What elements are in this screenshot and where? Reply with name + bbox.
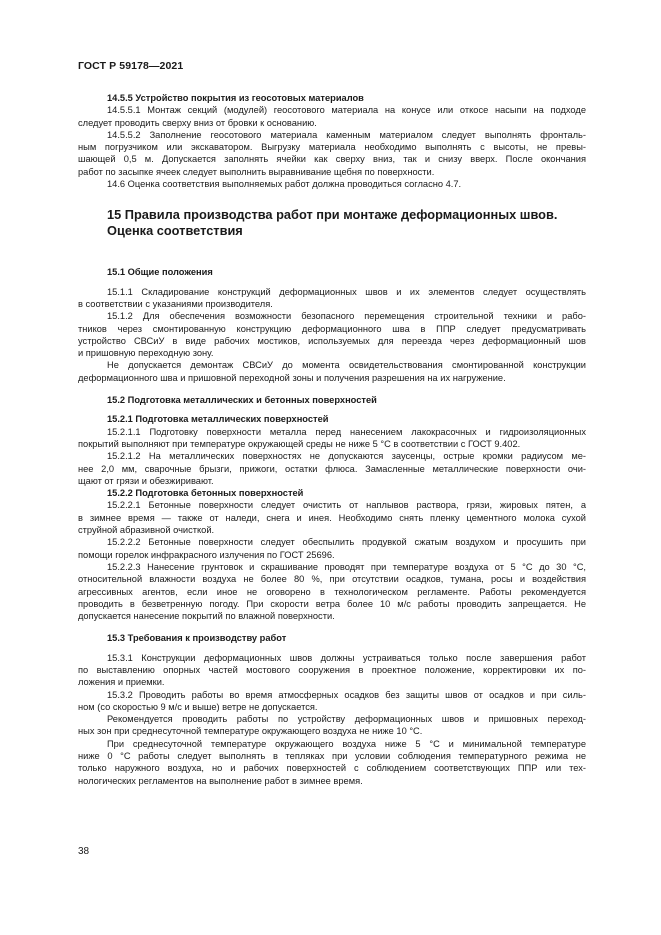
paragraph-line: 15.3.2 Проводить работы во время атмосферных осадков без защиты швов от осадков и при силь- bbox=[107, 689, 586, 700]
page-number: 38 bbox=[78, 846, 90, 857]
paragraph-line: нее 2,0 мм, сварочные брызги, прижоги, остатки флюса. Замасленные металлические поверхности очи- bbox=[78, 463, 586, 474]
paragraph bbox=[78, 713, 586, 738]
paragraph-line: ных зон при среднесуточной температуре окружающего воздуха не ниже 10 °С. bbox=[78, 726, 423, 737]
spacer bbox=[78, 239, 586, 256]
paragraph bbox=[78, 286, 586, 311]
paragraph-line: 15.2.2.1 Бетонные поверхности следует очистить от наплывов раствора, грязи, жировых пятен, а bbox=[107, 500, 586, 511]
paragraph-line: проводить в безветренную погоду. При скорости ветра более 10 м/с работы проводить запрещается. Не bbox=[78, 598, 586, 609]
paragraph bbox=[78, 129, 586, 178]
paragraph bbox=[78, 652, 586, 689]
subsection-heading: 15.2 Подготовка металлических и бетонных поверхностей bbox=[107, 395, 377, 406]
paragraph-line: и пришовную переходную зону. bbox=[78, 348, 214, 359]
paragraph-line: допускается нанесение покрытий по влажной поверхности. bbox=[78, 611, 335, 622]
paragraph-line: ниже 0 °С работы следует выполнять в тепляках при условии соблюдения температурного режима не bbox=[78, 751, 586, 762]
spacer bbox=[78, 279, 586, 286]
document-code-header: ГОСТ Р 59178—2021 bbox=[78, 60, 184, 72]
paragraph-line: ным погрузчиком или экскаватором. Выгрузку материала необходимо выполнять с высоты, не превы- bbox=[78, 142, 586, 153]
paragraph bbox=[78, 359, 586, 384]
paragraph-line: 15.2.2.2 Бетонные поверхности следует обеспылить продувкой сжатым воздухом и просушить при bbox=[107, 537, 586, 548]
document-body bbox=[78, 92, 586, 787]
section-heading-line: 15 Правила производства работ при монтаже деформационных швов. bbox=[107, 207, 558, 223]
paragraph-line: агрессивных агентов, если иное не оговорено в технологическом регламенте. Работы рекомендуется bbox=[78, 586, 586, 597]
paragraph-line: тников через смонтированную конструкцию деформационного шва в ППР следует предусматривать bbox=[78, 323, 586, 334]
paragraph-line: покрытий выполняют при температуре окружающей среды не ниже 5 °С в соответствии с ГОСТ 9.402. bbox=[78, 438, 521, 449]
spacer bbox=[78, 645, 586, 652]
paragraph-line: 14.6 Оценка соответствия выполняемых работ должна проводиться согласно 4.7. bbox=[107, 179, 462, 190]
spacer bbox=[78, 384, 586, 394]
paragraph-line: в соответствии с указаниями производителя. bbox=[78, 298, 273, 309]
spacer bbox=[78, 622, 586, 632]
paragraph bbox=[78, 450, 586, 487]
paragraph-line: Не допускается демонтаж СВСиУ до момента освидетельствования смонтированной конструкции bbox=[107, 360, 586, 371]
paragraph-line: по выставлению опорных частей мостового сооружения в проектное положение, корректировки их по- bbox=[78, 664, 586, 675]
paragraph-line: ном (со скоростью 9 м/с и выше) ветре не допускается. bbox=[78, 701, 318, 712]
paragraph bbox=[78, 426, 586, 451]
paragraph-line: 15.2.1.2 На металлических поверхностях не допускаются заусенцы, острые кромки радиусом ме- bbox=[107, 451, 586, 462]
paragraph bbox=[78, 178, 586, 190]
paragraph-line: 15.3.1 Конструкции деформационных швов должны устраиваться только после завершения работ bbox=[107, 652, 586, 663]
paragraph-line: ложения и приемки. bbox=[78, 677, 165, 688]
clause-heading: 14.5.5 Устройство покрытия из геосотовых материалов bbox=[107, 93, 364, 103]
paragraph bbox=[78, 738, 586, 787]
paragraph-line: шающей 0,5 м. Допускается заполнять ячейки как сверху вниз, так и снизу вверх. После окончания bbox=[78, 154, 586, 165]
paragraph-line: 14.5.5.2 Заполнение геосотового материала каменным материалом следует выполнять фронталь- bbox=[107, 129, 586, 140]
paragraph-line: 15.1.2 Для обеспечения возможности безопасного перемещения строительной техники и рабо- bbox=[107, 311, 586, 322]
paragraph-line: Рекомендуется проводить работы по устройству деформационных швов и пришовных переход- bbox=[107, 714, 586, 725]
paragraph-line: 15.2.1.1 Подготовку поверхности металла перед нанесением лакокрасочных и гидроизоляционных bbox=[107, 426, 586, 437]
paragraph-line: помощи горелок инфракрасного излучения по ГОСТ 25696. bbox=[78, 549, 335, 560]
paragraph-line: следует проводить сверху вниз от бровки к основанию. bbox=[78, 117, 317, 128]
paragraph bbox=[78, 689, 586, 714]
section-heading-line: Оценка соответствия bbox=[107, 223, 243, 239]
paragraph-line: 15.2.2.3 Нанесение грунтовок и скрашивание проводят при температуре воздуха от 5 °С до 30 °С, bbox=[107, 561, 586, 572]
paragraph-line: струйной абразивной очисткой. bbox=[78, 525, 215, 536]
paragraph-line: деформационного шва и пришовной переходной зоны и получения разрешения на их нагружение. bbox=[78, 372, 506, 383]
paragraph bbox=[78, 499, 586, 536]
spacer bbox=[78, 406, 586, 413]
paragraph-line: При среднесуточной температуре окружающего воздуха ниже 5 °С и минимальной температуре bbox=[107, 738, 586, 749]
clause-heading: 15.2.1 Подготовка металлических поверхностей bbox=[107, 414, 329, 425]
paragraph bbox=[78, 310, 586, 359]
paragraph-line: только наружного воздуха, но и рабочих поверхностей с соблюдением соответствующих ППР или тех- bbox=[78, 763, 586, 774]
paragraph-line: относительной влажности воздуха не более 80 %, при отсутствии осадков, тумана, росы и воздействия bbox=[78, 574, 586, 585]
paragraph-line: 15.1.1 Складирование конструкций деформационных швов и их элементов следует осуществлять bbox=[107, 286, 586, 297]
subsection-heading: 15.1 Общие положения bbox=[107, 267, 213, 278]
paragraph-line: 14.5.5.1 Монтаж секций (модулей) геосотового материала на конусе или откосе насыпи на подходе bbox=[107, 105, 586, 116]
paragraph-line: в зимнее время — также от наледи, снега и инея. Необходимо снять пленку цементного молока сухой bbox=[78, 512, 586, 523]
paragraph bbox=[78, 561, 586, 622]
clause-heading: 15.2.2 Подготовка бетонных поверхностей bbox=[107, 488, 304, 499]
spacer bbox=[78, 190, 586, 207]
paragraph-line: щают от грязи и обезжиривают. bbox=[78, 475, 214, 486]
paragraph-line: работ по засыпке ячеек следует выполнить выравнивание щебня по поверхности. bbox=[78, 166, 435, 177]
paragraph bbox=[78, 104, 586, 129]
spacer bbox=[78, 256, 586, 266]
paragraph bbox=[78, 536, 586, 561]
paragraph-line: нологических регламентов на выполнение работ в зимнее время. bbox=[78, 775, 363, 786]
subsection-heading: 15.3 Требования к производству работ bbox=[107, 633, 287, 644]
paragraph-line: устройство СВСиУ в виде рабочих мостиков, используемых для переезда через деформационный шов bbox=[78, 335, 586, 346]
